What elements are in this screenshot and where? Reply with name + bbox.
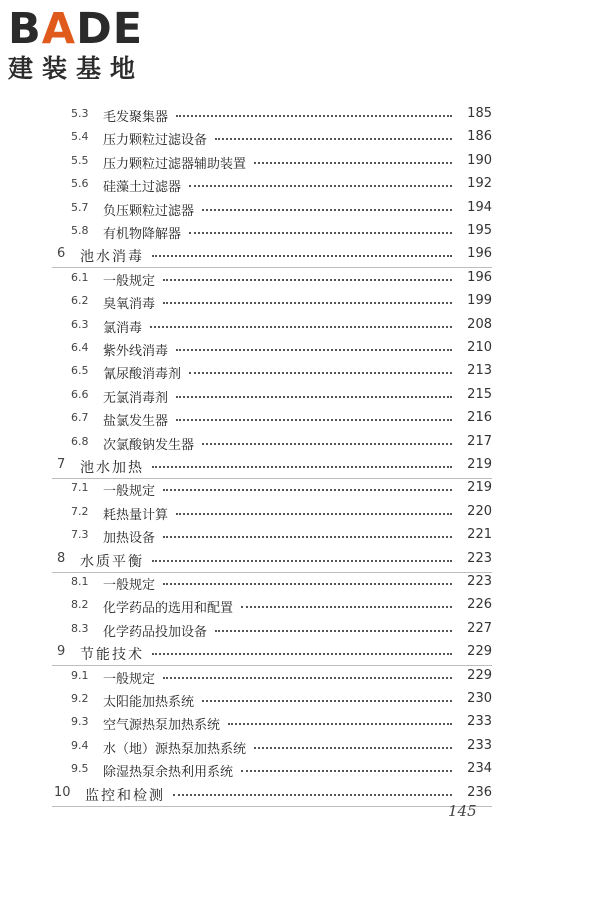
toc-entry-number: 5.8: [71, 224, 89, 237]
toc-section-row[interactable]: [0, 689, 600, 713]
toc-section-row[interactable]: [0, 502, 600, 526]
toc-dot-leader: [152, 653, 452, 655]
toc-entry-title: 紫外线消毒: [103, 344, 169, 359]
toc-dot-leader: [152, 466, 452, 468]
toc-entry-page: 213: [467, 363, 492, 379]
toc-entry-title: 盐氯发生器: [103, 414, 169, 430]
toc-section-row[interactable]: [0, 736, 600, 760]
toc-dot-leader: [176, 349, 452, 351]
toc-entry-page: 233: [467, 714, 492, 730]
toc-entry-page: 216: [467, 410, 492, 426]
toc-dot-leader: [241, 770, 452, 772]
toc-entry-page: 229: [467, 667, 492, 683]
toc-entry-title: 毛发聚集器: [103, 110, 169, 125]
toc-entry-title: 一般规定: [103, 578, 156, 593]
toc-dot-leader: [163, 536, 452, 538]
toc-entry-title: 太阳能加热系统: [103, 695, 195, 710]
toc-entry-page: 221: [467, 527, 492, 543]
toc-entry-page: 185: [467, 106, 492, 121]
toc-entry-page: 190: [467, 152, 492, 168]
toc-dot-leader: [163, 489, 452, 491]
toc-entry-title: 有机物降解器: [103, 227, 182, 242]
toc-entry-number: 6.6: [71, 387, 89, 401]
toc-section-row[interactable]: [0, 104, 600, 128]
toc-entry-page: 220: [467, 503, 492, 519]
toc-entry-title: 水质平衡: [80, 553, 144, 570]
toc-entry-title: 硅藻土过滤器: [103, 180, 182, 196]
toc-dot-leader: [173, 794, 452, 796]
toc-entry-number: 6.4: [71, 341, 89, 354]
toc-entry-title: 负压颗粒过滤器: [103, 203, 195, 219]
logo-wordmark: [8, 6, 178, 52]
toc-entry-page: 196: [467, 269, 492, 285]
toc-entry-number: 6.1: [71, 270, 89, 284]
toc-dot-leader: [176, 513, 452, 515]
toc-dot-leader: [152, 560, 452, 562]
toc-section-row[interactable]: [0, 221, 600, 245]
toc-entry-number: 7.2: [71, 504, 89, 518]
toc-dot-leader: [189, 232, 452, 234]
toc-section-row[interactable]: [0, 151, 600, 175]
toc-section-row[interactable]: [0, 595, 600, 619]
toc-dot-leader: [176, 419, 452, 421]
toc-entry-page: 233: [467, 737, 492, 753]
toc-entry-title: 化学药品的选用和配置: [103, 601, 234, 617]
toc-section-row[interactable]: [0, 291, 600, 315]
toc-section-row[interactable]: [0, 759, 600, 783]
toc-dot-leader: [163, 583, 452, 585]
toc-section-row[interactable]: [0, 666, 600, 690]
toc-dot-leader: [241, 606, 452, 608]
toc-dot-leader: [150, 326, 452, 328]
toc-dot-leader: [215, 138, 452, 140]
toc-section-row[interactable]: [0, 361, 600, 385]
toc-entry-number: 7.3: [71, 528, 89, 542]
toc-dot-leader: [228, 723, 452, 725]
toc-entry-title: 氯消毒: [103, 320, 143, 336]
toc-entry-page: 217: [467, 433, 492, 449]
toc-entry-number: 8.3: [71, 621, 89, 635]
toc-entry-page: 230: [467, 691, 492, 706]
toc-entry-number: 5.4: [71, 130, 89, 144]
toc-dot-leader: [176, 396, 452, 398]
toc-dot-leader: [215, 630, 452, 632]
toc-entry-title: 无氯消毒剂: [103, 390, 169, 406]
toc-entry-title: 一般规定: [103, 671, 156, 687]
chapter-divider-line: [52, 806, 492, 807]
toc-dot-leader: [202, 209, 452, 211]
toc-entry-page: 208: [467, 316, 492, 332]
toc-entry-page: 192: [467, 176, 492, 192]
toc-entry-number: 10: [54, 784, 71, 800]
toc-section-row[interactable]: [0, 174, 600, 198]
toc-chapter-row[interactable]: [0, 783, 600, 807]
toc-entry-page: 226: [467, 597, 492, 613]
toc-entry-page: 215: [467, 386, 492, 402]
toc-section-row[interactable]: [0, 127, 600, 151]
toc-entry-number: 9.4: [71, 738, 89, 752]
toc-entry-number: 5.3: [71, 107, 89, 120]
toc-entry-title: 氰尿酸消毒剂: [103, 367, 182, 383]
toc-section-row[interactable]: [0, 338, 600, 362]
toc-entry-title: 节能技术: [80, 647, 144, 664]
toc-dot-leader: [176, 115, 452, 117]
toc-dot-leader: [202, 443, 452, 445]
toc-entry-number: 9.2: [71, 692, 89, 705]
toc-entry-page: 219: [467, 457, 492, 472]
toc-section-row[interactable]: [0, 198, 600, 222]
toc-entry-number: 7: [57, 457, 66, 472]
toc-entry-page: 219: [467, 480, 492, 496]
toc-dot-leader: [202, 700, 452, 702]
toc-section-row[interactable]: [0, 619, 600, 643]
toc-entry-page: 234: [467, 761, 492, 777]
toc-entry-number: 9.1: [71, 668, 89, 682]
toc-entry-number: 7.1: [71, 481, 89, 495]
toc-entry-number: 9: [57, 644, 66, 660]
toc-entry-title: 压力颗粒过滤设备: [103, 133, 208, 149]
toc-entry-number: 8.1: [71, 575, 89, 588]
toc-entry-title: 池水加热: [80, 460, 144, 476]
toc-section-row[interactable]: [0, 572, 600, 596]
toc-section-row[interactable]: [0, 432, 600, 456]
toc-dot-leader: [254, 162, 452, 164]
toc-entry-title: 化学药品投加设备: [103, 624, 208, 640]
toc-entry-page: 199: [467, 293, 492, 309]
toc-entry-number: 6.5: [71, 364, 89, 378]
toc-entry-title: 空气源热泵加热系统: [103, 718, 221, 734]
toc-chapter-row[interactable]: [0, 642, 600, 666]
toc-entry-title: 一般规定: [103, 484, 156, 500]
toc-entry-page: 223: [467, 550, 492, 566]
toc-dot-leader: [152, 255, 452, 257]
toc-entry-title: 监控和检测: [85, 787, 165, 804]
toc-dot-leader: [163, 279, 452, 281]
toc-entry-title: 水（地）源热泵加热系统: [103, 741, 247, 757]
toc-entry-title: 加热设备: [103, 531, 156, 547]
logo-letter-a-accent: A: [41, 4, 77, 54]
toc-entry-title: 次氯酸钠发生器: [103, 437, 195, 453]
toc-chapter-row[interactable]: [0, 244, 600, 268]
logo-letters-de: DE: [76, 4, 144, 54]
toc-entry-page: 229: [467, 644, 492, 660]
toc-entry-title: 除湿热泵余热利用系统: [103, 765, 234, 781]
toc-entry-number: 9.5: [71, 762, 89, 776]
toc-entry-number: 6.8: [71, 434, 89, 448]
toc-entry-number: 6.3: [71, 317, 89, 331]
toc-dot-leader: [189, 372, 452, 374]
toc-section-row[interactable]: [0, 315, 600, 339]
toc-section-row[interactable]: [0, 385, 600, 409]
page-number: 145: [448, 802, 477, 820]
toc-entry-title: 臭氧消毒: [103, 297, 156, 313]
logo-letter-b: B: [8, 4, 42, 54]
toc-entry-title: 池水消毒: [80, 249, 144, 266]
toc-entry-number: 8.2: [71, 598, 89, 612]
toc-dot-leader: [254, 747, 452, 749]
toc-entry-title: 一般规定: [103, 273, 156, 289]
toc-section-row[interactable]: [0, 478, 600, 502]
toc-entry-number: 6.2: [71, 294, 89, 308]
toc-entry-page: 186: [467, 129, 492, 145]
toc-section-row[interactable]: [0, 525, 600, 549]
toc-dot-leader: [163, 302, 452, 304]
toc-chapter-row[interactable]: [0, 455, 600, 479]
toc-entry-page: 210: [467, 340, 492, 355]
toc-chapter-row[interactable]: [0, 549, 600, 573]
toc-entry-page: 223: [467, 574, 492, 589]
toc-entry-number: 9.3: [71, 715, 89, 729]
toc-entry-number: 8: [57, 550, 66, 566]
toc-section-row[interactable]: [0, 712, 600, 736]
bade-logo: [8, 6, 178, 84]
toc-entry-title: 压力颗粒过滤器辅助装置: [103, 156, 247, 172]
toc-entry-number: 5.7: [71, 200, 89, 214]
toc-entry-page: 194: [467, 199, 492, 215]
toc-entry-number: 5.6: [71, 177, 89, 191]
toc-entry-title: 耗热量计算: [103, 507, 169, 523]
toc-section-row[interactable]: [0, 268, 600, 292]
toc-dot-leader: [189, 185, 452, 187]
toc-entry-number: 5.5: [71, 153, 89, 167]
toc-entry-page: 196: [467, 246, 492, 262]
toc-dot-leader: [163, 677, 452, 679]
toc-entry-page: 195: [467, 223, 492, 238]
toc-entry-number: 6: [57, 246, 66, 262]
toc-entry-page: 227: [467, 620, 492, 636]
toc-section-row[interactable]: [0, 408, 600, 432]
toc-entry-page: 236: [467, 784, 492, 800]
logo-subtitle: 建装基地: [8, 54, 145, 83]
toc-entry-number: 6.7: [71, 411, 89, 425]
